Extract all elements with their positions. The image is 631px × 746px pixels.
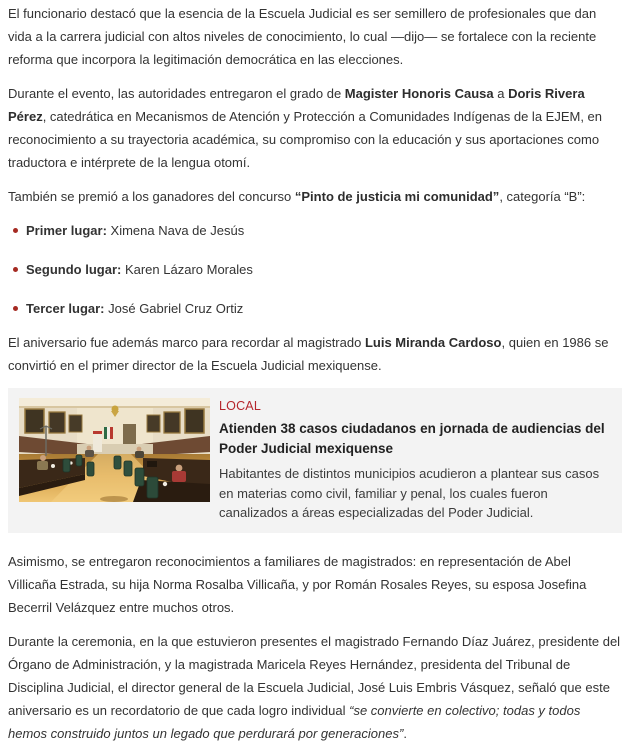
quote-text: “se convierte en colectivo; todas y todos hemos construido juntos un legado que perdurará por generaciones” [8,702,581,741]
related-article-title[interactable]: Atienden 38 casos ciudadanos en jornada de audiencias del Poder Judicial mexiquense [219,421,605,456]
text-segment: El funcionario destacó que la esencia de la Escuela Judicial es ser semillero de profesionales que dan vida a la carrera judicial con altos niveles de conocimiento, lo cual —dijo— se fortalece con la reciente reforma que incorpora la legitimación democrática en las elecciones. [8,6,597,67]
text-segment: Durante el evento, las autoridades entregaron el grado de [8,86,345,101]
list-item-second-place [8,258,622,281]
highlight-magistrate: Luis Miranda Cardoso [364,335,502,350]
bullet-icon [13,267,18,272]
related-article-description: Habitantes de distintos municipios acudieron a plantear sus casos en materias como civil, familiar y penal, los cuales fueron canalizados a áreas especializadas del Poder Judicial. [219,466,600,520]
text-segment: Durante la ceremonia, en la que estuvieron presentes el magistrado Fernando Díaz Juárez, presidente del Órgano de Administración, y la magistrada Maricela Reyes Hernández, presidenta del Tribunal de Disciplina Judicial, el director general de la Escuela Judicial, José Luis Embris Vásquez, señaló que este aniversario es un recordatorio de que cada logro individual [8,633,621,718]
paragraph-honoris-causa [8,82,622,174]
text-segment: Asimismo, se entregaron reconocimientos a familiares de magistrados: en representación de Abel Villicaña Estrada, su hija Norma Rosalba Villicaña, y por Román Rosales Reyes, su esposa Josefina Becerril Velázquez entre muchos otros. [8,553,587,615]
related-article-card[interactable] [8,388,622,533]
list-item-third-place [8,297,622,320]
courtroom-photo [19,398,210,502]
winner-rank: Tercer lugar: [26,301,105,316]
paragraph-ceremony [8,630,622,745]
highlight-person: Doris Rivera Pérez [8,86,585,124]
article-thumbnail[interactable] [19,398,210,502]
paragraph-intro [8,2,622,71]
paragraph-anniversary [8,331,622,377]
bullet-icon [13,228,18,233]
related-article-text [219,398,611,523]
paragraph-recognitions [8,550,622,619]
winners-list [8,219,622,320]
paragraph-contest [8,185,622,208]
highlight-degree: Magister Honoris Causa [344,86,494,101]
winner-name: José Gabriel Cruz Ortiz [104,301,244,316]
list-item-first-place [8,219,622,242]
text-segment: El aniversario fue además marco para recordar al magistrado [8,335,365,350]
text-segment: a [493,86,509,101]
winner-rank: Primer lugar: [26,223,107,238]
text-segment: También se premió a los ganadores del concurso [8,189,295,204]
winner-name: Ximena Nava de Jesús [106,223,245,238]
highlight-contest-name: “Pinto de justicia mi comunidad” [294,189,500,204]
bullet-icon [13,306,18,311]
text-segment: , categoría “B”: [499,189,586,204]
text-segment: , quien en 1986 se convirtió en el primer director de la Escuela Judicial mexiquense. [8,335,609,373]
text-segment: . [403,725,407,741]
winner-name: Karen Lázaro Morales [121,262,253,277]
category-label[interactable]: LOCAL [219,399,261,413]
winner-rank: Segundo lugar: [26,262,122,277]
text-segment: , catedrática en Mecanismos de Atención y Protección a Comunidades Indígenas de la EJEM, en reconocimiento a su trayectoria académica, su compromiso con la educación y sus aportaciones como traductora e intérprete de la lengua otomí. [8,109,603,170]
